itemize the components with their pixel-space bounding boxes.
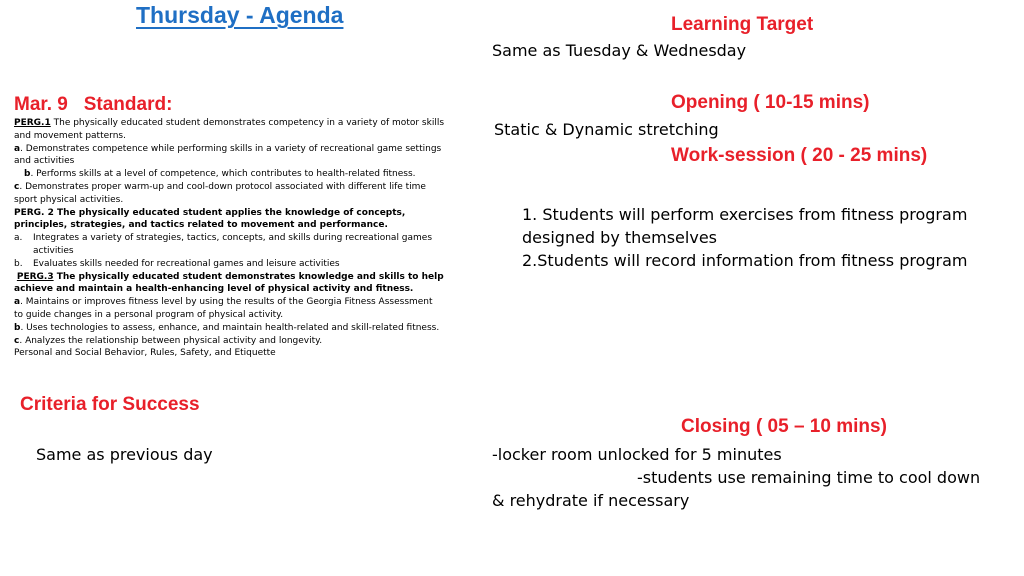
perg1-item: PERG.1 The physically educated student demonstrates competency in a variety of motor skills and movement patterns.: [14, 118, 445, 141]
closing-line-3: & rehydrate if necessary: [492, 491, 690, 510]
perg3-b-item: b. Uses technologies to assess, enhance, and maintain health-related and skill-related fitness.: [14, 322, 440, 333]
opening-heading: Opening ( 10-15 mins): [671, 92, 870, 113]
work-session-heading: Work-session ( 20 - 25 mins): [671, 145, 928, 166]
standards-list: [14, 117, 444, 360]
opening-body: Static & Dynamic stretching: [494, 120, 719, 139]
work-session-list: [522, 203, 972, 272]
standard-label: Standard:: [83, 94, 173, 115]
perg1-a-item: a. Demonstrates competence while performing skills in a variety of recreational game settings and activities: [14, 143, 442, 167]
criteria-heading: Criteria for Success: [20, 394, 200, 415]
learning-target-body: Same as Tuesday & Wednesday: [492, 41, 747, 60]
page-title: Thursday - Agenda: [136, 2, 344, 28]
standard-heading: [14, 94, 172, 116]
perg3-code: PERG.3: [16, 271, 54, 282]
closing-body: [492, 443, 992, 512]
perg1-code: PERG.1: [14, 118, 51, 128]
perg2-b-item: b. Evaluates skills needed for recreational games and leisure activities: [14, 258, 340, 269]
criteria-body: Same as previous day: [36, 445, 213, 464]
perg2-item: PERG. 2 The physically educated student applies the knowledge of concepts, principles, strategies, and tactics related to movement and performance.: [14, 207, 406, 231]
perg1-b-item: b. Performs skills at a level of competence, which contributes to health-related fitness.: [24, 169, 416, 180]
learning-target-heading: Learning Target: [671, 14, 814, 35]
standard-date: Mar. 9: [14, 94, 68, 115]
work-session-item-2: 2.Students will record information from fitness program: [522, 251, 968, 270]
closing-line-2: -students use remaining time to cool down: [637, 468, 981, 487]
standards-footer-line: Personal and Social Behavior, Rules, Safety, and Etiquette: [14, 348, 276, 359]
work-session-item-1: 1. Students will perform exercises from fitness program designed by themselves: [522, 205, 968, 247]
perg3-c-item: c. Analyzes the relationship between physical activity and longevity.: [14, 335, 323, 346]
perg3-item: PERG.3 The physically educated student demonstrates knowledge and skills to help achieve and maintain a health-enhancing level of physical activity and fitness.: [14, 271, 444, 295]
perg3-a-item: a. Maintains or improves fitness level by using the results of the Georgia Fitness Assessment to guide changes in a personal program of physical activity.: [14, 297, 433, 320]
perg1-c-item: c. Demonstrates proper warm-up and cool-down protocol associated with different life time sport physical activities.: [14, 181, 426, 205]
closing-heading: Closing ( 05 – 10 mins): [681, 416, 887, 437]
closing-line-1: -locker room unlocked for 5 minutes: [492, 445, 782, 464]
perg2-a-item: a. Integrates a variety of strategies, tactics, concepts, and skills during recreational games activities: [14, 233, 433, 256]
